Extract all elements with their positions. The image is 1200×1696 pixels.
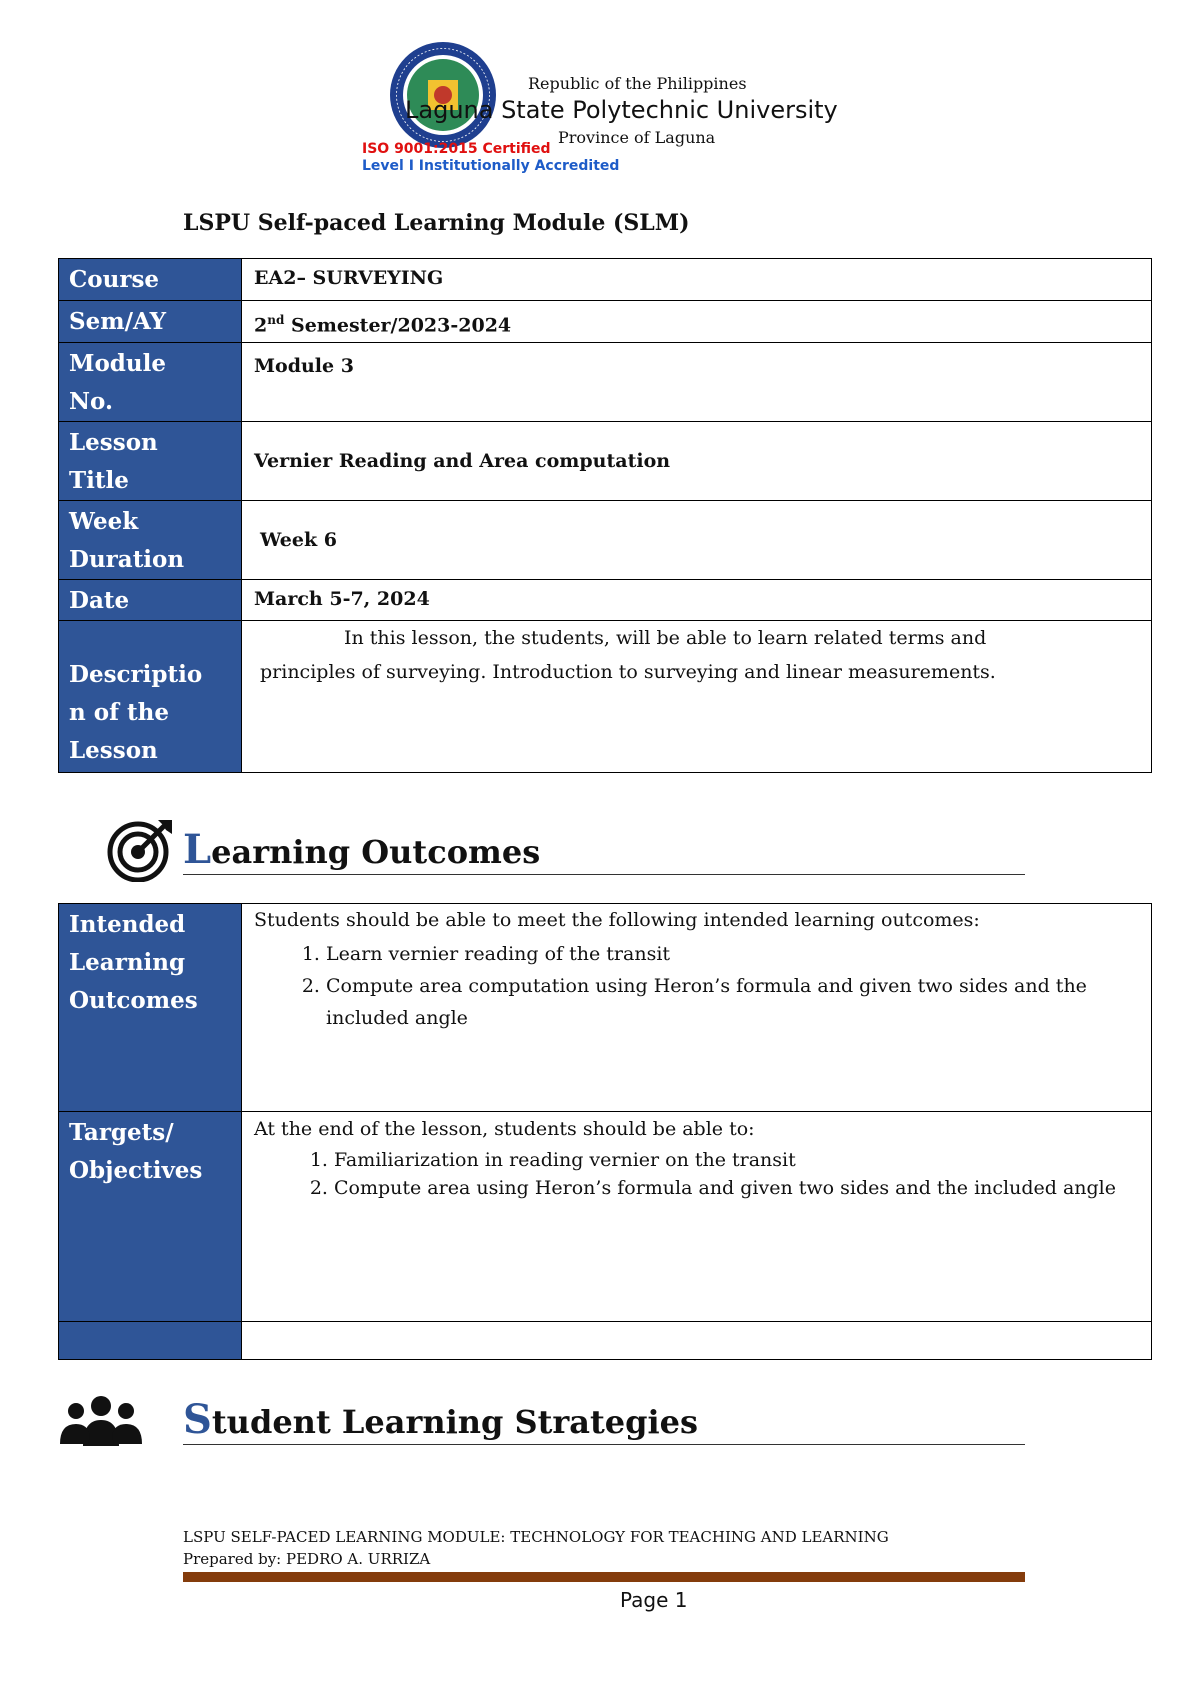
university-seal-logo (388, 40, 498, 150)
iso-certification: ISO 9001:2015 Certified (362, 141, 551, 157)
empty-row (59, 1322, 1152, 1360)
module-label-line: No. (69, 388, 113, 415)
sem-label: Sem/AY (59, 301, 242, 343)
course-info-table (58, 258, 1152, 773)
week-label-line: Duration (69, 546, 185, 573)
sem-value (242, 301, 1152, 343)
description-line: In this lesson, the students, will be able to learn related terms and (344, 627, 987, 649)
module-title: LSPU Self-paced Learning Module (SLM) (183, 210, 690, 236)
republic-text: Republic of the Philippines (528, 74, 747, 93)
description-value (242, 621, 1152, 773)
sem-value-rest: Semester/2023-2024 (284, 314, 512, 337)
ilo-value (242, 904, 1152, 1112)
lesson-label-line: Title (69, 467, 129, 494)
accreditation-text: Level I Institutionally Accredited (362, 158, 620, 174)
heading-initial: S (183, 1396, 212, 1443)
targets-label (59, 1112, 242, 1322)
lesson-label (59, 422, 242, 501)
module-label-line: Module (69, 350, 166, 377)
targets-label-line: Objectives (69, 1157, 203, 1184)
date-label: Date (59, 580, 242, 621)
list-item: 1. Familiarization in reading vernier on the transit (334, 1146, 1141, 1174)
page-number: Page 1 (620, 1588, 688, 1612)
targets-value (242, 1112, 1152, 1322)
footer-bar (183, 1572, 1025, 1582)
target-icon (106, 816, 176, 882)
ilo-intro: Students should be able to meet the following intended learning outcomes: (254, 909, 980, 931)
week-label-line: Week (69, 508, 139, 535)
lesson-label-line: Lesson (69, 429, 158, 456)
targets-label-line: Targets/ (69, 1119, 174, 1146)
description-line: principles of surveying. Introduction to surveying and linear measurements. (260, 661, 996, 683)
strategies-heading (183, 1396, 698, 1443)
date-row (59, 580, 1152, 621)
ilo-label-line: Intended (69, 911, 186, 938)
empty-label-cell (59, 1322, 242, 1360)
description-label-line: Lesson (69, 737, 158, 764)
date-value: March 5-7, 2024 (242, 580, 1152, 621)
list-item: 2. Compute area computation using Heron’s formula and given two sides and the included angle (326, 970, 1141, 1034)
province-text: Province of Laguna (558, 128, 716, 147)
heading-rest: tudent Learning Strategies (211, 1403, 699, 1441)
lesson-row (59, 422, 1152, 501)
ilo-list (254, 938, 1141, 1034)
targets-intro: At the end of the lesson, students should be able to: (254, 1118, 755, 1140)
course-label: Course (59, 259, 242, 301)
module-row (59, 343, 1152, 422)
heading-initial: L (183, 826, 212, 873)
sem-value-sup: nd (267, 313, 285, 327)
ilo-row (59, 904, 1152, 1112)
module-label (59, 343, 242, 422)
course-value: EA2– SURVEYING (242, 259, 1152, 301)
lesson-title-value: Vernier Reading and Area computation (242, 422, 1152, 501)
ilo-label-line: Learning (69, 949, 186, 976)
description-label (59, 621, 242, 773)
ilo-label (59, 904, 242, 1112)
learning-outcomes-heading (183, 826, 540, 873)
outcomes-table (58, 903, 1152, 1360)
week-row (59, 501, 1152, 580)
description-label-line: Descriptio (69, 661, 203, 688)
university-name: Laguna State Polytechnic University (405, 96, 838, 124)
week-value: Week 6 (242, 501, 1152, 580)
description-label-line: n of the (69, 699, 169, 726)
ilo-label-line: Outcomes (69, 987, 198, 1014)
sem-row (59, 301, 1152, 343)
empty-value-cell (242, 1322, 1152, 1360)
heading-rule (183, 874, 1025, 875)
list-item: 2. Compute area using Heron’s formula and given two sides and the included angle (334, 1174, 1141, 1202)
heading-rest: earning Outcomes (211, 833, 541, 871)
week-label (59, 501, 242, 580)
description-row (59, 621, 1152, 773)
targets-list (254, 1146, 1141, 1202)
course-row (59, 259, 1152, 301)
group-icon (60, 1394, 142, 1446)
footer-module-line: LSPU SELF-PACED LEARNING MODULE: TECHNOLOGY FOR TEACHING AND LEARNING (183, 1528, 889, 1546)
heading-rule (183, 1444, 1025, 1445)
targets-row (59, 1112, 1152, 1322)
sem-value-number: 2 (254, 314, 268, 337)
module-value: Module 3 (242, 343, 1152, 422)
footer-prepared-by: Prepared by: PEDRO A. URRIZA (183, 1550, 431, 1568)
list-item: 1. Learn vernier reading of the transit (326, 938, 1141, 970)
